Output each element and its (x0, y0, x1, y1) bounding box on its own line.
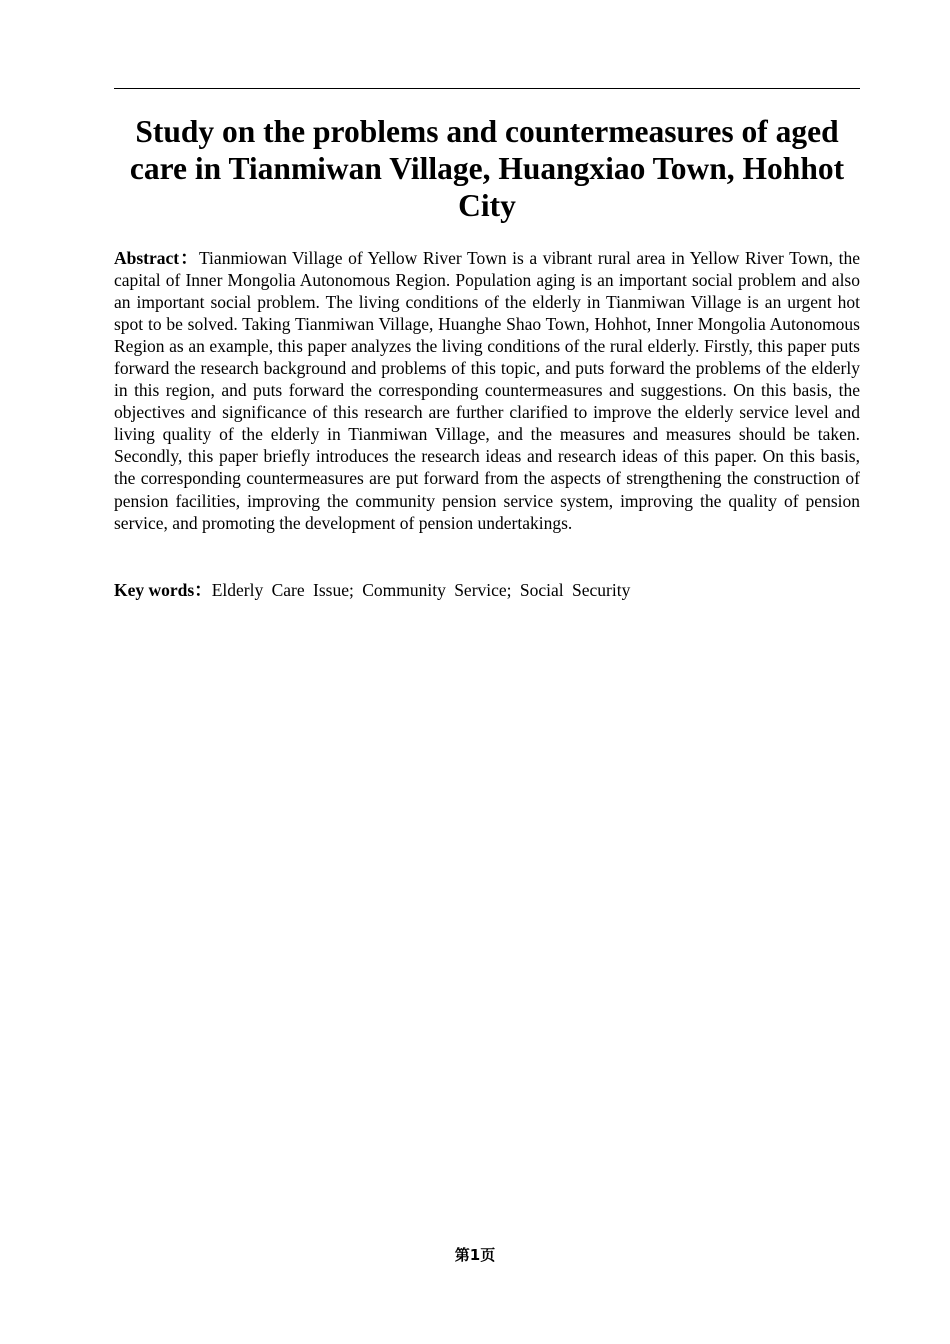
page-number: 第1页 (454, 1246, 496, 1264)
abstract-label: Abstract： (114, 248, 199, 268)
header-rule (114, 88, 860, 89)
abstract-text: Tianmiowan Village of Yellow River Town is a vibrant rural area in Yellow River Town, the capital of Inner Mongolia Autonomous Region. Population aging is an important social problem and also an important social problem. The living conditions of the elderly in Tianmiwan Village is an urgent hot spot to be solved. Taking Tianmiwan Village, Huanghe Shao Town, Hohhot, Inner Mongolia Autonomous Region as an example, this paper analyzes the living conditions of the rural elderly. Firstly, this paper puts forward the research background and problems of this topic, and puts forward the problems of the elderly in this region, and puts forward the corresponding countermeasures and suggestions. On this basis, the objectives and significance of this research are further clarified to improve the elderly service level and living quality of the elderly in Tianmiwan Village, and the measures and measures should be taken. Secondly, this paper briefly introduces the research ideas and research ideas of this paper. On this basis, the corresponding countermeasures are put forward from the aspects of strengthening the construction of pension facilities, improving the community pension service system, improving the quality of pension service, and promoting the development of pension undertakings. (114, 248, 860, 533)
paper-title: Study on the problems and countermeasures of aged care in Tianmiwan Village, Huangxiao Town, Hohhot City (129, 114, 845, 223)
abstract-paragraph (114, 247, 860, 534)
keywords-text: Elderly Care Issue; Community Service; Social Security (211, 580, 631, 600)
keywords-line (114, 579, 860, 601)
keywords-label: Key words： (114, 580, 212, 600)
